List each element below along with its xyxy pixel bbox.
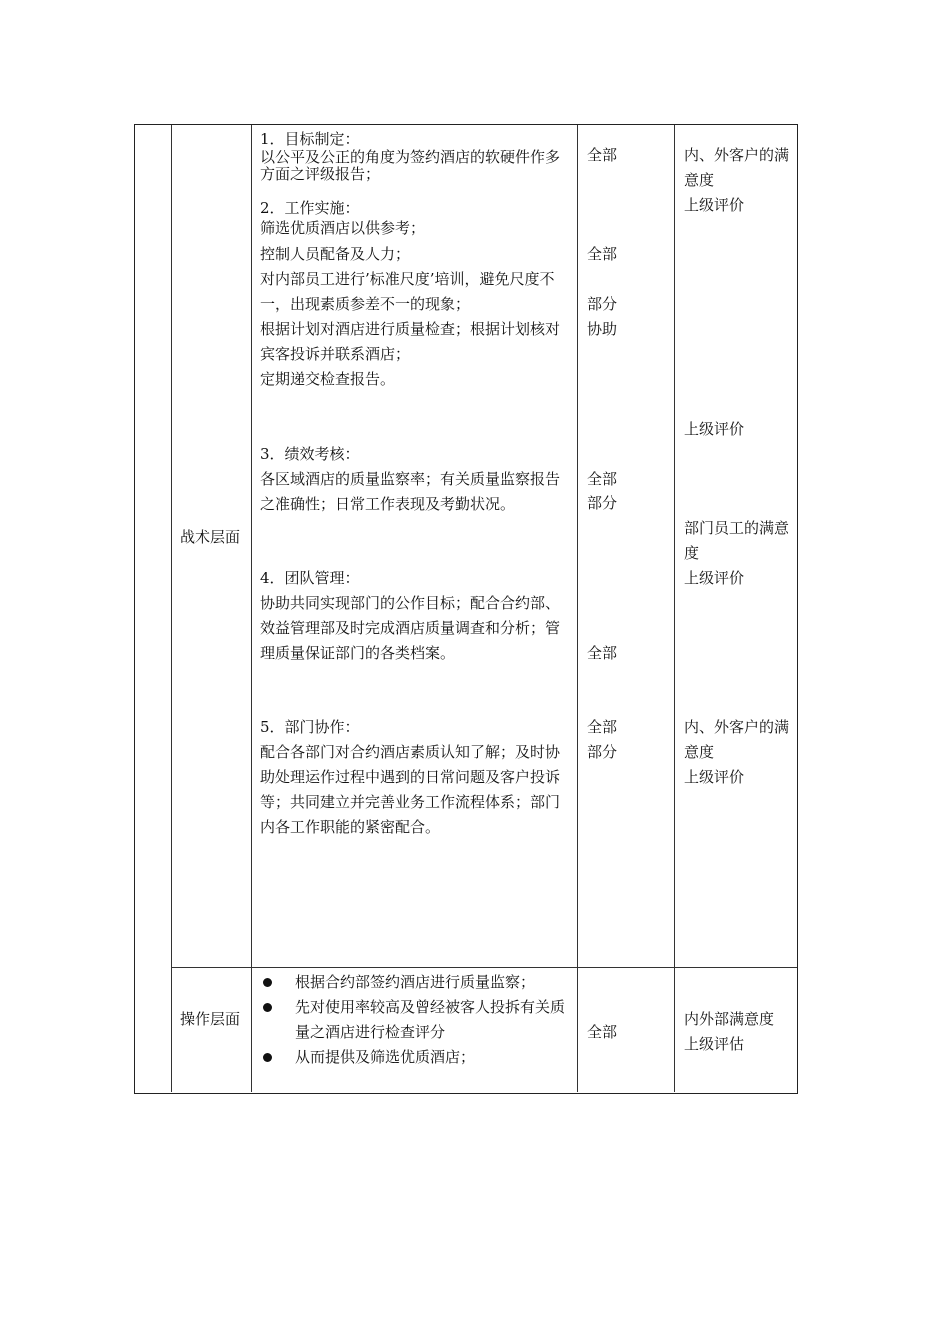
- scope-value: 全部: [587, 245, 618, 263]
- column-divider: [674, 125, 675, 1092]
- scope-value: 全部: [587, 644, 618, 662]
- scope-value: 全部: [587, 146, 618, 164]
- operational-bullet: 从而提供及筛选优质酒店；: [295, 1048, 476, 1066]
- column-divider: [577, 125, 578, 1092]
- section-3-body: 各区域酒店的质量监察率；有关质量监察报告之准确性；日常工作表现及考勤状况。: [260, 470, 561, 513]
- job-responsibility-table: [134, 124, 798, 1094]
- bullet-icon: [263, 978, 272, 987]
- bullet-icon: [263, 1053, 272, 1062]
- evaluation-value: 内、外客户的满意度: [684, 146, 790, 189]
- section-1-body: 以公平及公正的角度为签约酒店的软硬件作多方面之评级报告；: [260, 148, 561, 183]
- section-2-heading: 2．工作实施：: [260, 199, 360, 217]
- evaluation-value: 上级评估: [684, 1035, 745, 1053]
- scope-value: 部分: [587, 494, 618, 512]
- evaluation-value: 部门员工的满意度: [684, 519, 790, 562]
- section-2-item: 根据计划对酒店进行质量检查；根据计划核对宾客投诉并联系酒店；: [260, 320, 561, 363]
- section-5-heading: 5．部门协作：: [260, 718, 360, 736]
- section-4-body: 协助共同实现部门的公作目标；配合合约部、效益管理部及时完成酒店质量调查和分析；管理质量保证部门的各类档案。: [260, 594, 561, 662]
- evaluation-value: 上级评价: [684, 569, 745, 587]
- level-label-tactical: 战术层面: [180, 528, 241, 546]
- row-divider: [171, 967, 797, 968]
- evaluation-value: 内外部满意度: [684, 1010, 775, 1028]
- evaluation-value: 上级评价: [684, 768, 745, 786]
- column-divider: [171, 125, 172, 1092]
- scope-value: 全部: [587, 470, 618, 488]
- operational-bullet: 先对使用率较高及曾经被客人投拆有关质量之酒店进行检查评分: [295, 998, 566, 1041]
- scope-value: 全部: [587, 718, 618, 736]
- section-5-body: 配合各部门对合约酒店素质认知了解；及时协助处理运作过程中遇到的日常问题及客户投诉等；共同建立并完善业务工作流程体系；部门内各工作职能的紧密配合。: [260, 743, 561, 836]
- evaluation-value: 上级评价: [684, 420, 745, 438]
- section-2-item: 定期递交检查报告。: [260, 370, 396, 388]
- scope-value: 协助: [587, 320, 618, 338]
- scope-value: 全部: [587, 1023, 618, 1041]
- level-label-operational: 操作层面: [180, 1010, 241, 1028]
- section-2-item: 筛选优质酒店以供参考；: [260, 219, 426, 237]
- scope-value: 部分: [587, 295, 618, 313]
- section-2-item: 对内部员工进行’标准尺度’培训，避免尺度不一，出现素质参差不一的现象；: [260, 270, 555, 313]
- evaluation-value: 内、外客户的满意度: [684, 718, 790, 761]
- section-3-heading: 3．绩效考核：: [260, 445, 360, 463]
- operational-bullet: 根据合约部签约酒店进行质量监察；: [295, 973, 536, 991]
- evaluation-value: 上级评价: [684, 196, 745, 214]
- section-4-heading: 4．团队管理：: [260, 569, 360, 587]
- bullet-icon: [263, 1003, 272, 1012]
- section-1-heading: 1．目标制定：: [260, 130, 360, 148]
- section-2-item: 控制人员配备及人力；: [260, 245, 411, 263]
- scope-value: 部分: [587, 743, 618, 761]
- column-divider: [251, 125, 252, 1092]
